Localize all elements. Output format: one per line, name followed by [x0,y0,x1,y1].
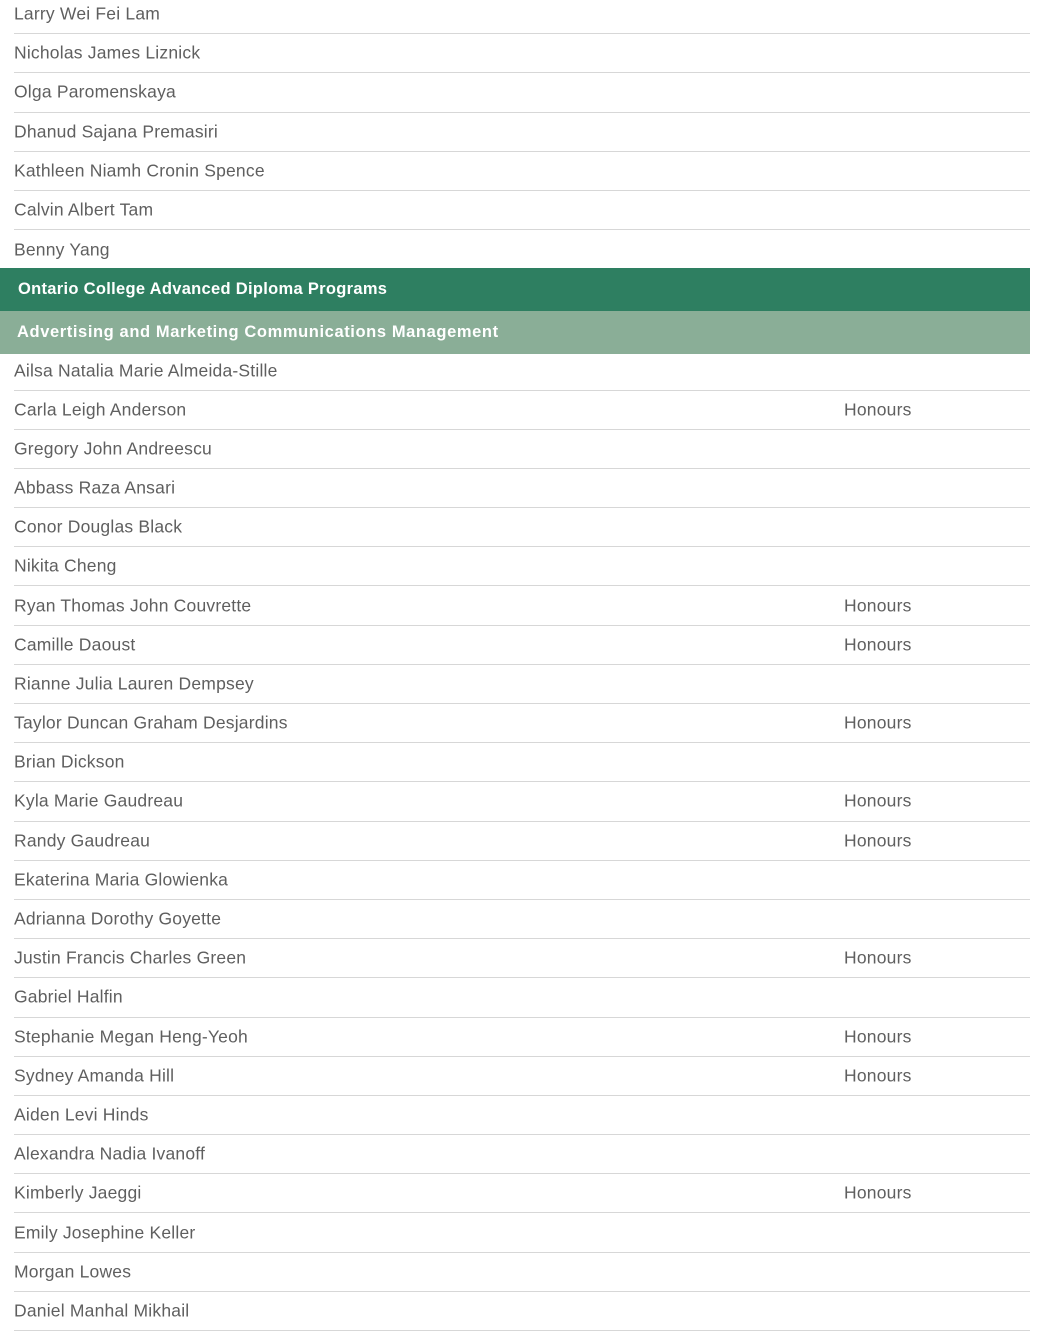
graduate-name: Conor Douglas Black [14,516,183,537]
graduate-name: Justin Francis Charles Green [14,947,247,968]
graduate-name: Emily Josephine Keller [14,1222,196,1243]
graduate-row [14,230,1030,269]
graduate-row [14,1213,1030,1252]
graduate-name: Kimberly Jaeggi [14,1182,142,1203]
graduate-award: Honours [844,830,912,851]
graduate-name: Stephanie Megan Heng-Yeoh [14,1026,248,1047]
graduate-row [14,822,1030,861]
graduate-row [14,73,1030,112]
graduate-name: Adrianna Dorothy Goyette [14,908,222,929]
graduate-list-advertising-program [14,352,1030,1331]
graduate-name: Nikita Cheng [14,555,117,576]
graduate-name: Ailsa Natalia Marie Almeida-Stille [14,360,278,381]
graduate-row [14,1096,1030,1135]
graduate-award: Honours [844,595,912,616]
graduate-row [14,743,1030,782]
graduate-row [14,900,1030,939]
graduate-row [14,34,1030,73]
graduate-name: Kyla Marie Gaudreau [14,790,184,811]
graduate-row [14,939,1030,978]
graduate-name: Alexandra Nadia Ivanoff [14,1143,206,1164]
graduate-name: Gabriel Halfin [14,986,123,1007]
graduate-name: Ekaterina Maria Glowienka [14,869,229,890]
graduate-row [14,113,1030,152]
graduate-row [14,1253,1030,1292]
graduate-name: Olga Paromenskaya [14,81,176,102]
graduate-row [14,978,1030,1017]
graduate-award: Honours [844,1182,912,1203]
graduate-name: Aiden Levi Hinds [14,1104,149,1125]
graduate-name: Brian Dickson [14,751,125,772]
graduate-name: Benny Yang [14,239,110,260]
graduate-list-previous-program [14,0,1030,269]
graduate-award: Honours [844,634,912,655]
category-header: Ontario College Advanced Diploma Programs [0,268,1030,311]
graduate-award: Honours [844,712,912,733]
graduate-row [14,1018,1030,1057]
graduate-name: Randy Gaudreau [14,830,151,851]
graduate-row [14,704,1030,743]
graduate-row [14,861,1030,900]
graduate-name: Morgan Lowes [14,1261,132,1282]
graduate-row [14,1292,1030,1331]
graduate-award: Honours [844,790,912,811]
graduate-name: Ryan Thomas John Couvrette [14,595,252,616]
graduate-name: Taylor Duncan Graham Desjardins [14,712,288,733]
graduate-row [14,191,1030,230]
graduate-row [14,1135,1030,1174]
graduate-name: Camille Daoust [14,634,136,655]
graduate-name: Carla Leigh Anderson [14,399,187,420]
graduate-row [14,469,1030,508]
graduate-name: Rianne Julia Lauren Dempsey [14,673,254,694]
graduate-row [14,352,1030,391]
graduate-award: Honours [844,1026,912,1047]
graduate-name: Larry Wei Fei Lam [14,3,161,24]
graduate-row [14,626,1030,665]
graduate-name: Kathleen Niamh Cronin Spence [14,160,265,181]
graduate-name: Daniel Manhal Mikhail [14,1300,190,1321]
graduate-name: Calvin Albert Tam [14,199,154,220]
graduate-row [14,430,1030,469]
graduate-row [14,665,1030,704]
graduate-row [14,1057,1030,1096]
graduate-row [14,782,1030,821]
graduate-award: Honours [844,1065,912,1086]
graduate-row [14,508,1030,547]
graduate-name: Dhanud Sajana Premasiri [14,121,219,142]
graduate-award: Honours [844,399,912,420]
graduate-row [14,586,1030,625]
graduate-row [14,547,1030,586]
graduate-name: Nicholas James Liznick [14,42,201,63]
graduate-name: Gregory John Andreescu [14,438,212,459]
graduate-row [14,0,1030,34]
graduate-row [14,391,1030,430]
graduate-row [14,152,1030,191]
graduate-name: Abbass Raza Ansari [14,477,176,498]
program-header: Advertising and Marketing Communications Management [0,311,1030,354]
graduate-award: Honours [844,947,912,968]
graduate-name: Sydney Amanda Hill [14,1065,175,1086]
graduate-row [14,1174,1030,1213]
